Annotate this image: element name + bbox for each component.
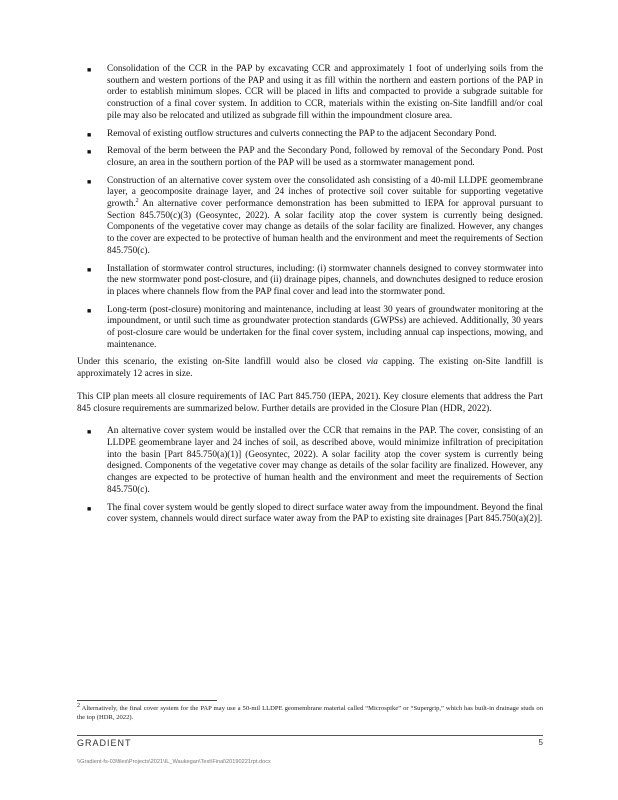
- footnote-text: Alternatively, the final cover system for the PAP may use a 50-mil LLDPE geomembrane material called “Microspike” or “Supergrip,” which has built-in drainage studs on the top (HDR, 2022).: [77, 705, 543, 721]
- list-item: [77, 129, 543, 141]
- closure-steps-list: [77, 64, 543, 351]
- square-bullet-icon: ■: [87, 66, 92, 74]
- list-item: [77, 503, 543, 526]
- list-item: [77, 426, 543, 496]
- list-item-text: Removal of existing outflow structures and culverts connecting the PAP to the adjacent Secondary Pond.: [107, 128, 497, 139]
- closure-requirements-paragraph: This CIP plan meets all closure requirements of IAC Part 845.750 (IEPA, 2021). Key closure elements that address the Part 845 closure requirements are summarized below. Further details are provided in the Closure Plan (HDR, 2022).: [77, 391, 543, 414]
- landfill-paragraph: [77, 357, 543, 380]
- company-logo: GRADIENT: [77, 738, 132, 748]
- square-bullet-icon: ■: [87, 265, 92, 274]
- footnote-reference[interactable]: 2: [135, 197, 139, 204]
- square-bullet-icon: ■: [87, 428, 92, 437]
- list-item: [77, 146, 543, 169]
- italic-term: via: [366, 357, 378, 368]
- list-item-text: Long-term (post-closure) monitoring and maintenance, including at least 30 years of groundwater monitoring at the impoundment, or until such time as groundwater protection standards (GWPSs) are achieved. Additionally, 30 years of post-closure care would be undertaken for the final cover system, including annual cap inspections, mowing, and maintenance.: [107, 304, 543, 350]
- list-item: [77, 305, 543, 352]
- list-item: [77, 64, 543, 123]
- list-item-text: The final cover system would be gently sloped to direct surface water away from the impoundment. Beyond the final cover system, channels would direct surface water away from the PAP to existing site drainages [Part 845.750(a)(2)].: [107, 502, 543, 525]
- list-item-text: Installation of stormwater control structures, including: (i) stormwater channels designed to convey stormwater into the new stormwater pond post-closure, and (ii) drainage pipes, channels, and downchutes designed to reduce erosion in places where channels flow from the PAP final cover and lead into the stormwater pond.: [107, 263, 543, 297]
- footnote: [77, 702, 543, 722]
- paragraph-text: Under this scenario, the existing on-Site landfill would also be closed: [77, 357, 367, 368]
- page-number: 5: [538, 738, 543, 747]
- paragraph-text: capping. The existing on-Site landfill is approximately 12 acres in size.: [77, 357, 543, 380]
- footnote-marker: 2: [77, 702, 80, 709]
- list-item-text: Removal of the berm between the PAP and the Secondary Pond, followed by removal of the Secondary Pond. Post closure, an area in the southern portion of the PAP will be used as a stormwater management pond.: [107, 146, 543, 168]
- square-bullet-icon: ■: [87, 504, 92, 513]
- list-item-text: An alternative cover performance demonstration has been submitted to IEPA for approval pursuant to Section 845.750(c)(3) (Geosyntec, 2022). A solar facility atop the cover system is currently being designed. Components of the vegetative cover may change as details of the solar facility are finalized. However, any changes to the cover are expected to be protective of human health and the environment and meet the requirements of Section 845.750(c).: [107, 199, 543, 256]
- square-bullet-icon: ■: [87, 306, 92, 315]
- list-item-text: Construction of an alternative cover system over the consolidated ash consisting of a 40-mil LLDPE geomembrane layer, a geocomposite drainage layer, and 24 inches of protective soil cover suitable for supporting vegetative growth.: [107, 175, 543, 210]
- square-bullet-icon: ■: [87, 130, 92, 139]
- square-bullet-icon: ■: [87, 148, 92, 157]
- body-content: [77, 64, 543, 532]
- footnote-divider: [77, 700, 217, 701]
- list-item-text: An alternative cover system would be installed over the CCR that remains in the PAP. The cover, consisting of an LLDPE geomembrane layer and 24 inches of soil, as described above, would minimize infiltration of precipitation into the basin [Part 845.750(a)(1)] (Geosyntec, 2022). A solar facility atop the cover system is currently being designed. Components of the vegetative cover may change as details of the solar facility are finalized. However, any changes are expected to be protective of human health and the environment and meet the requirements of Section 845.750(c).: [107, 426, 543, 495]
- list-item-text: Consolidation of the CCR in the PAP by excavating CCR and approximately 1 foot of underlying soils from the southern and western portions of the PAP and using it as fill within the northern and eastern portions of the PAP in order to establish minimum slopes. CCR will be placed in lifts and compacted to provide a subgrade suitable for construction of a final cover system. In addition to CCR, materials within the existing on-Site landfill and/or coal pile may also be relocated and utilized as subgrade fill within the impoundment closure area.: [107, 64, 543, 121]
- square-bullet-icon: ■: [87, 177, 92, 186]
- file-path: \\Gradient-fs-03\files\Projects\2021\IL_Waukegan\Text\Final\20190221rpt.docx: [77, 759, 271, 765]
- closure-elements-list: [77, 426, 543, 526]
- footer-divider: [77, 735, 543, 736]
- list-item: [77, 176, 543, 258]
- list-item: [77, 264, 543, 299]
